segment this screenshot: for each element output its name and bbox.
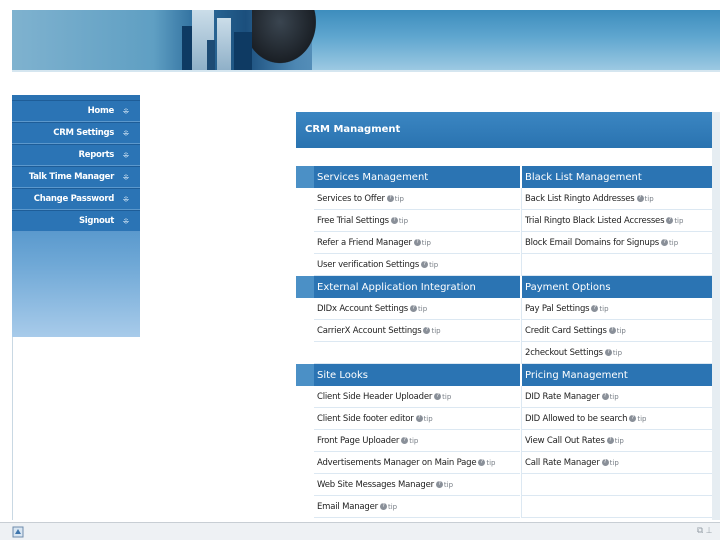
tip-label: tip: [609, 458, 619, 467]
tip-button[interactable]: [423, 327, 440, 335]
help-icon: ?: [605, 349, 612, 356]
settings-link[interactable]: Pay Pal Settings: [525, 303, 590, 314]
status-bar: [0, 522, 720, 540]
settings-link[interactable]: DID Rate Manager: [525, 391, 600, 402]
sidebar-item-label: Signout: [78, 216, 114, 226]
settings-link[interactable]: CarrierX Account Settings: [317, 325, 422, 336]
tip-label: tip: [486, 458, 496, 467]
section-lead: [296, 166, 314, 188]
sidebar-item-signout[interactable]: [12, 210, 140, 232]
tip-label: tip: [387, 502, 398, 511]
help-icon: ?: [661, 239, 668, 246]
tip-button[interactable]: [609, 327, 626, 335]
settings-link[interactable]: Back List Ringto Addresses: [525, 193, 635, 204]
settings-link[interactable]: View Call Out Rates: [525, 435, 605, 446]
section-lead: [296, 364, 314, 386]
header-banner: [12, 10, 720, 70]
section-header-row: [296, 364, 712, 386]
row-lead: [296, 210, 314, 232]
settings-cell: [522, 320, 712, 342]
settings-link[interactable]: Block Email Domains for Signups: [525, 237, 660, 248]
settings-cell: [314, 408, 520, 430]
settings-row: [296, 386, 712, 408]
section-title-cell: [314, 276, 520, 298]
settings-row: [296, 210, 712, 232]
section-header-row: [296, 276, 712, 298]
tip-label: tip: [421, 238, 431, 247]
help-icon: ?: [387, 195, 394, 202]
tip-label: tip: [609, 392, 619, 401]
banner-building: [182, 26, 192, 70]
section-title-cell: [314, 364, 520, 386]
settings-cell: [314, 496, 520, 518]
settings-cell: [522, 408, 712, 430]
help-icon: ?: [637, 195, 644, 202]
settings-link[interactable]: DIDx Account Settings: [317, 303, 409, 314]
section-lead: [296, 276, 314, 298]
sidebar-item-change-password[interactable]: [12, 188, 140, 210]
row-lead: [296, 474, 314, 496]
settings-row: [296, 298, 712, 320]
section-title: Black List Management: [525, 171, 642, 183]
crm-management-panel: [296, 112, 714, 520]
tip-label: tip: [644, 194, 654, 203]
expand-icon: ⁜: [122, 216, 130, 226]
tip-label: tip: [409, 436, 419, 445]
tip-button[interactable]: [602, 393, 619, 401]
settings-link[interactable]: Call Rate Manager: [525, 457, 600, 468]
tip-button[interactable]: [414, 239, 431, 247]
sidebar-item-label: Talk Time Manager: [28, 172, 114, 182]
tip-label: tip: [616, 326, 626, 335]
settings-row: [296, 408, 712, 430]
tip-button[interactable]: [637, 195, 654, 203]
tip-label: tip: [418, 304, 428, 313]
settings-cell: [314, 298, 520, 320]
help-icon: ?: [401, 437, 408, 444]
tip-button[interactable]: [629, 415, 646, 423]
row-lead: [296, 452, 314, 474]
sidebar-item-crm-settings[interactable]: [12, 122, 140, 144]
row-lead: [296, 430, 314, 452]
settings-link[interactable]: Email Manager: [317, 501, 378, 512]
panel-title: CRM Managment: [305, 124, 401, 135]
row-lead: [296, 386, 314, 408]
section-title: Payment Options: [525, 281, 611, 293]
section-title-cell: [314, 166, 520, 188]
banner-tower: [217, 18, 231, 70]
settings-link[interactable]: Free Trial Settings: [317, 215, 389, 226]
settings-cell: [522, 342, 712, 364]
tip-button[interactable]: [410, 305, 427, 313]
settings-link[interactable]: DID Allowed to be search: [525, 413, 628, 424]
help-icon: ?: [602, 459, 609, 466]
section-title-cell: [522, 364, 712, 386]
settings-link[interactable]: Services to Offer: [317, 193, 385, 204]
settings-cell: [314, 452, 520, 474]
tip-label: tip: [674, 216, 684, 225]
settings-cell: [522, 232, 712, 254]
settings-cell: [314, 474, 520, 496]
help-icon: ?: [421, 261, 428, 268]
expand-icon: ⁜: [122, 194, 130, 204]
help-icon: ?: [410, 305, 417, 312]
tip-button[interactable]: [661, 239, 678, 247]
tip-button[interactable]: [602, 459, 619, 467]
banner-figure: [252, 10, 322, 70]
settings-cell: [522, 386, 712, 408]
section-header-row: [296, 166, 712, 188]
expand-icon: ⁜: [122, 106, 130, 116]
expand-icon: ⁜: [122, 150, 130, 160]
settings-cell: [314, 320, 520, 342]
settings-row: [296, 320, 712, 342]
tip-label: tip: [429, 260, 439, 269]
settings-link[interactable]: Client Side footer editor: [317, 413, 414, 424]
settings-link[interactable]: Trial Ringto Black Listed Accresses: [525, 215, 665, 226]
settings-link[interactable]: Refer a Friend Manager: [317, 237, 412, 248]
settings-link[interactable]: Credit Card Settings: [525, 325, 607, 336]
help-icon: ?: [436, 481, 443, 488]
help-icon: ?: [434, 393, 441, 400]
row-lead: [296, 254, 314, 276]
settings-cell: [522, 254, 712, 276]
row-lead: [296, 342, 314, 364]
settings-link[interactable]: Front Page Uploader: [317, 435, 400, 446]
row-lead: [296, 232, 314, 254]
section-title: Services Management: [317, 171, 429, 183]
tip-button[interactable]: [591, 305, 608, 313]
settings-row: [296, 474, 712, 496]
sidebar-item-talk-time-manager[interactable]: [12, 166, 140, 188]
settings-cell: [522, 430, 712, 452]
tip-button[interactable]: [380, 503, 397, 511]
settings-link[interactable]: Client Side Header Uploader: [317, 391, 433, 402]
tip-label: tip: [599, 304, 609, 313]
tip-label: tip: [442, 392, 452, 401]
sidebar-item-home[interactable]: [12, 100, 140, 122]
settings-link[interactable]: User verification Settings: [317, 259, 420, 270]
section-title-cell: [522, 166, 712, 188]
tip-label: tip: [394, 194, 404, 203]
tip-label: tip: [669, 238, 679, 247]
section-title: External Application Integration: [317, 281, 476, 293]
row-lead: [296, 298, 314, 320]
header-divider: [12, 70, 720, 72]
settings-row: [296, 188, 712, 210]
tip-button[interactable]: [478, 459, 495, 467]
banner-building: [234, 32, 252, 70]
section-title-cell: [522, 276, 712, 298]
sidebar-item-label: Home: [87, 106, 114, 116]
help-icon: ?: [414, 239, 421, 246]
help-icon: ?: [423, 327, 430, 334]
tip-label: tip: [443, 480, 454, 489]
settings-cell: [522, 210, 712, 232]
settings-link[interactable]: Advertisements Manager on Main Page: [317, 457, 477, 468]
expand-icon: ⁜: [122, 172, 130, 182]
settings-cell: [314, 342, 520, 364]
settings-cell: [314, 386, 520, 408]
sidebar-item-label: Change Password: [33, 194, 114, 204]
tip-label: tip: [431, 326, 441, 335]
tip-button[interactable]: [421, 261, 438, 269]
help-icon: ?: [666, 217, 673, 224]
section-title: Pricing Management: [525, 369, 628, 381]
help-icon: ?: [629, 415, 636, 422]
row-lead: [296, 496, 314, 518]
help-icon: ?: [609, 327, 616, 334]
page-status-icon: [12, 526, 24, 538]
tip-button[interactable]: [434, 393, 451, 401]
settings-row: [296, 342, 712, 364]
row-lead: [296, 188, 314, 210]
settings-row: [296, 254, 712, 276]
help-icon: ?: [391, 217, 398, 224]
panel-header: [296, 112, 714, 148]
settings-cell: [314, 254, 520, 276]
sidebar: [12, 95, 140, 337]
expand-icon: ⁜: [122, 128, 130, 138]
sidebar-item-label: CRM Settings: [53, 128, 114, 138]
help-icon: ?: [607, 437, 614, 444]
settings-row: [296, 232, 712, 254]
help-icon: ?: [380, 503, 387, 510]
sidebar-item-reports[interactable]: [12, 144, 140, 166]
help-icon: ?: [416, 415, 423, 422]
tip-label: tip: [398, 216, 409, 225]
settings-link[interactable]: Web Site Messages Manager: [317, 479, 434, 490]
tip-button[interactable]: [387, 195, 404, 203]
help-icon: ?: [478, 459, 485, 466]
tip-button[interactable]: [605, 349, 622, 357]
settings-link[interactable]: 2checkout Settings: [525, 347, 603, 358]
settings-cell: [314, 430, 520, 452]
banner-swoop: [312, 10, 720, 70]
tip-button[interactable]: [666, 217, 683, 225]
sidebar-nav: [12, 100, 140, 232]
tip-label: tip: [612, 348, 623, 357]
settings-cell: [522, 298, 712, 320]
settings-row: [296, 430, 712, 452]
help-icon: ?: [602, 393, 609, 400]
help-icon: ?: [591, 305, 598, 312]
tip-button[interactable]: [391, 217, 408, 225]
scrollbar[interactable]: [712, 112, 720, 520]
tip-label: tip: [637, 414, 647, 423]
settings-cell: [522, 452, 712, 474]
tip-label: tip: [614, 436, 624, 445]
status-indicator-icon: ⧉ ⟂: [696, 526, 712, 536]
tip-label: tip: [423, 414, 433, 423]
row-lead: [296, 320, 314, 342]
settings-row: [296, 452, 712, 474]
tip-button[interactable]: [436, 481, 453, 489]
tip-button[interactable]: [401, 437, 418, 445]
settings-cell: [314, 210, 520, 232]
sidebar-item-label: Reports: [78, 150, 114, 160]
settings-cell: [522, 188, 712, 210]
settings-row: [296, 496, 712, 518]
settings-cell: [314, 188, 520, 210]
settings-cell: [522, 474, 712, 496]
settings-cell: [522, 496, 712, 518]
tip-button[interactable]: [607, 437, 624, 445]
banner-building: [207, 40, 215, 70]
tip-button[interactable]: [416, 415, 433, 423]
section-title: Site Looks: [317, 369, 369, 381]
row-lead: [296, 408, 314, 430]
settings-cell: [314, 232, 520, 254]
